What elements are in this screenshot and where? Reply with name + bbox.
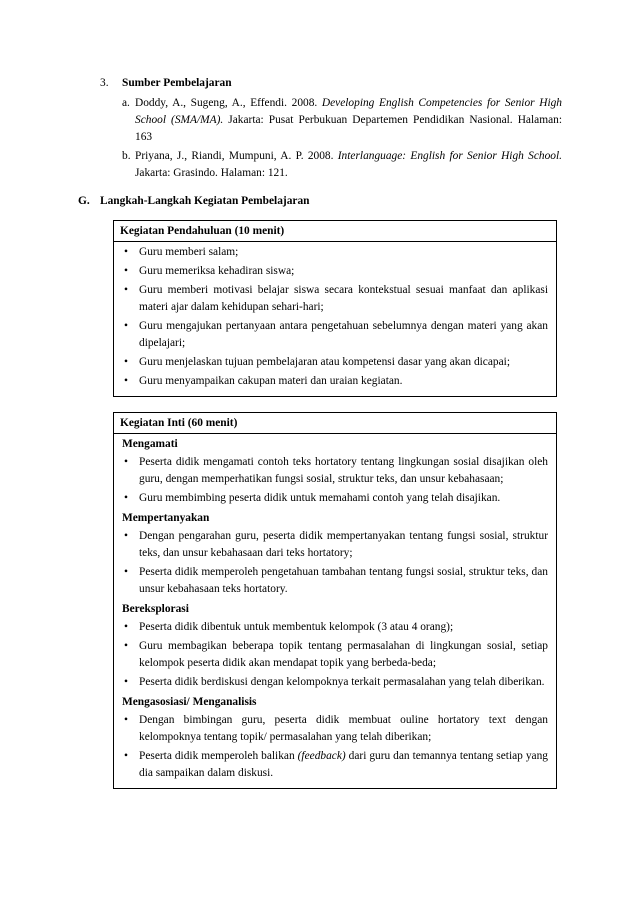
list-item: • Guru membagikan beberapa topik tentang permasalahan di lingkungan sosial, setiap kelompok peserta didik akan mendapat topik yang berbeda-beda;: [122, 638, 548, 672]
reference-authors: Priyana, J., Riandi, Mumpuni, A. P. 2008.: [135, 150, 338, 162]
subsection-list: [122, 454, 548, 507]
subsection-list: [122, 528, 548, 598]
introduction-activity-title: Kegiatan Pendahuluan (10 menit): [114, 221, 556, 242]
list-item: • Guru memberi salam;: [122, 244, 548, 261]
core-activity-box: [113, 412, 557, 789]
list-item: • Dengan pengarahan guru, peserta didik mempertanyakan tentang fungsi sosial, struktur teks, dan unsur kebahasaan dari teks hortatory;: [122, 528, 548, 562]
reference-letter: b.: [122, 150, 131, 162]
learning-resources-section: [100, 75, 562, 184]
section-number: 3.: [100, 77, 109, 89]
list-item: [122, 748, 548, 782]
item-text: Peserta didik memperoleh balikan: [139, 750, 298, 762]
reference-publisher: Jakarta: Grasindo. Halaman: 121.: [135, 167, 288, 179]
reference-title: Interlanguage: English for Senior High School.: [337, 150, 562, 162]
learning-resources-heading: [100, 75, 562, 92]
subsection-heading: Mengamati: [122, 438, 178, 450]
subsection-heading: Mengasosiasi/ Menganalisis: [122, 696, 257, 708]
reference-letter: a.: [122, 97, 130, 109]
reference-item: [100, 95, 562, 146]
list-item: • Guru memeriksa kehadiran siswa;: [122, 263, 548, 280]
item-emphasis: (feedback): [297, 750, 346, 762]
section-heading-text: Sumber Pembelajaran: [122, 77, 232, 89]
reference-publisher: Jakarta: Pusat Perbukuan Departemen Pendidikan Nasional. Halaman: 163: [135, 114, 562, 143]
reference-list: [100, 95, 562, 182]
subsection-list: [122, 619, 548, 691]
introduction-activity-box: [113, 220, 557, 397]
reference-authors: Doddy, A., Sugeng, A., Effendi. 2008.: [135, 97, 322, 109]
list-item: • Guru menjelaskan tujuan pembelajaran atau kompetensi dasar yang akan dicapai;: [122, 354, 548, 371]
core-activity-title: Kegiatan Inti (60 menit): [114, 413, 556, 434]
section-letter: G.: [78, 195, 90, 207]
subsection-list: [122, 712, 548, 782]
subsection-heading: Bereksplorasi: [122, 603, 189, 615]
list-item: • Guru menyampaikan cakupan materi dan uraian kegiatan.: [122, 373, 548, 390]
section-heading-text: Langkah-Langkah Kegiatan Pembelajaran: [100, 195, 310, 207]
list-item: • Peserta didik berdiskusi dengan kelompoknya terkait permasalahan yang telah diberikan.: [122, 674, 548, 691]
list-item: • Dengan bimbingan guru, peserta didik membuat ouline hortatory text dengan kelompoknya tentang topik/ permasalahan yang telah diberikan;: [122, 712, 548, 746]
list-item: • Guru membimbing peserta didik untuk memahami contoh yang telah disajikan.: [122, 490, 548, 507]
subsection-heading: Mempertanyakan: [122, 512, 210, 524]
reference-title: Developing English Competencies for Senior High School (SMA/MA).: [135, 97, 562, 126]
list-item: • Guru mengajukan pertanyaan antara pengetahuan sebelumnya dengan materi yang akan dipelajari;: [122, 318, 548, 352]
list-item: • Peserta didik memperoleh pengetahuan tambahan tentang fungsi sosial, struktur teks, dan unsur kebahasaan teks hortatory.: [122, 564, 548, 598]
learning-steps-heading: [78, 193, 562, 210]
list-item: • Peserta didik dibentuk untuk membentuk kelompok (3 atau 4 orang);: [122, 619, 548, 636]
list-item: • Peserta didik mengamati contoh teks hortatory tentang lingkungan sosial disajikan oleh guru, dengan memperhatikan fungsi sosial, struktur teks, dan unsur kebahasaan;: [122, 454, 548, 488]
introduction-activity-list: [122, 244, 548, 390]
item-text-continued: dari guru dan temannya tentang setiap yang dia sampaikan dalam diskusi.: [139, 750, 548, 779]
list-item: • Guru memberi motivasi belajar siswa secara kontekstual sesuai manfaat dan aplikasi materi ajar dalam kehidupan sehari-hari;: [122, 282, 548, 316]
reference-item: [100, 148, 562, 182]
